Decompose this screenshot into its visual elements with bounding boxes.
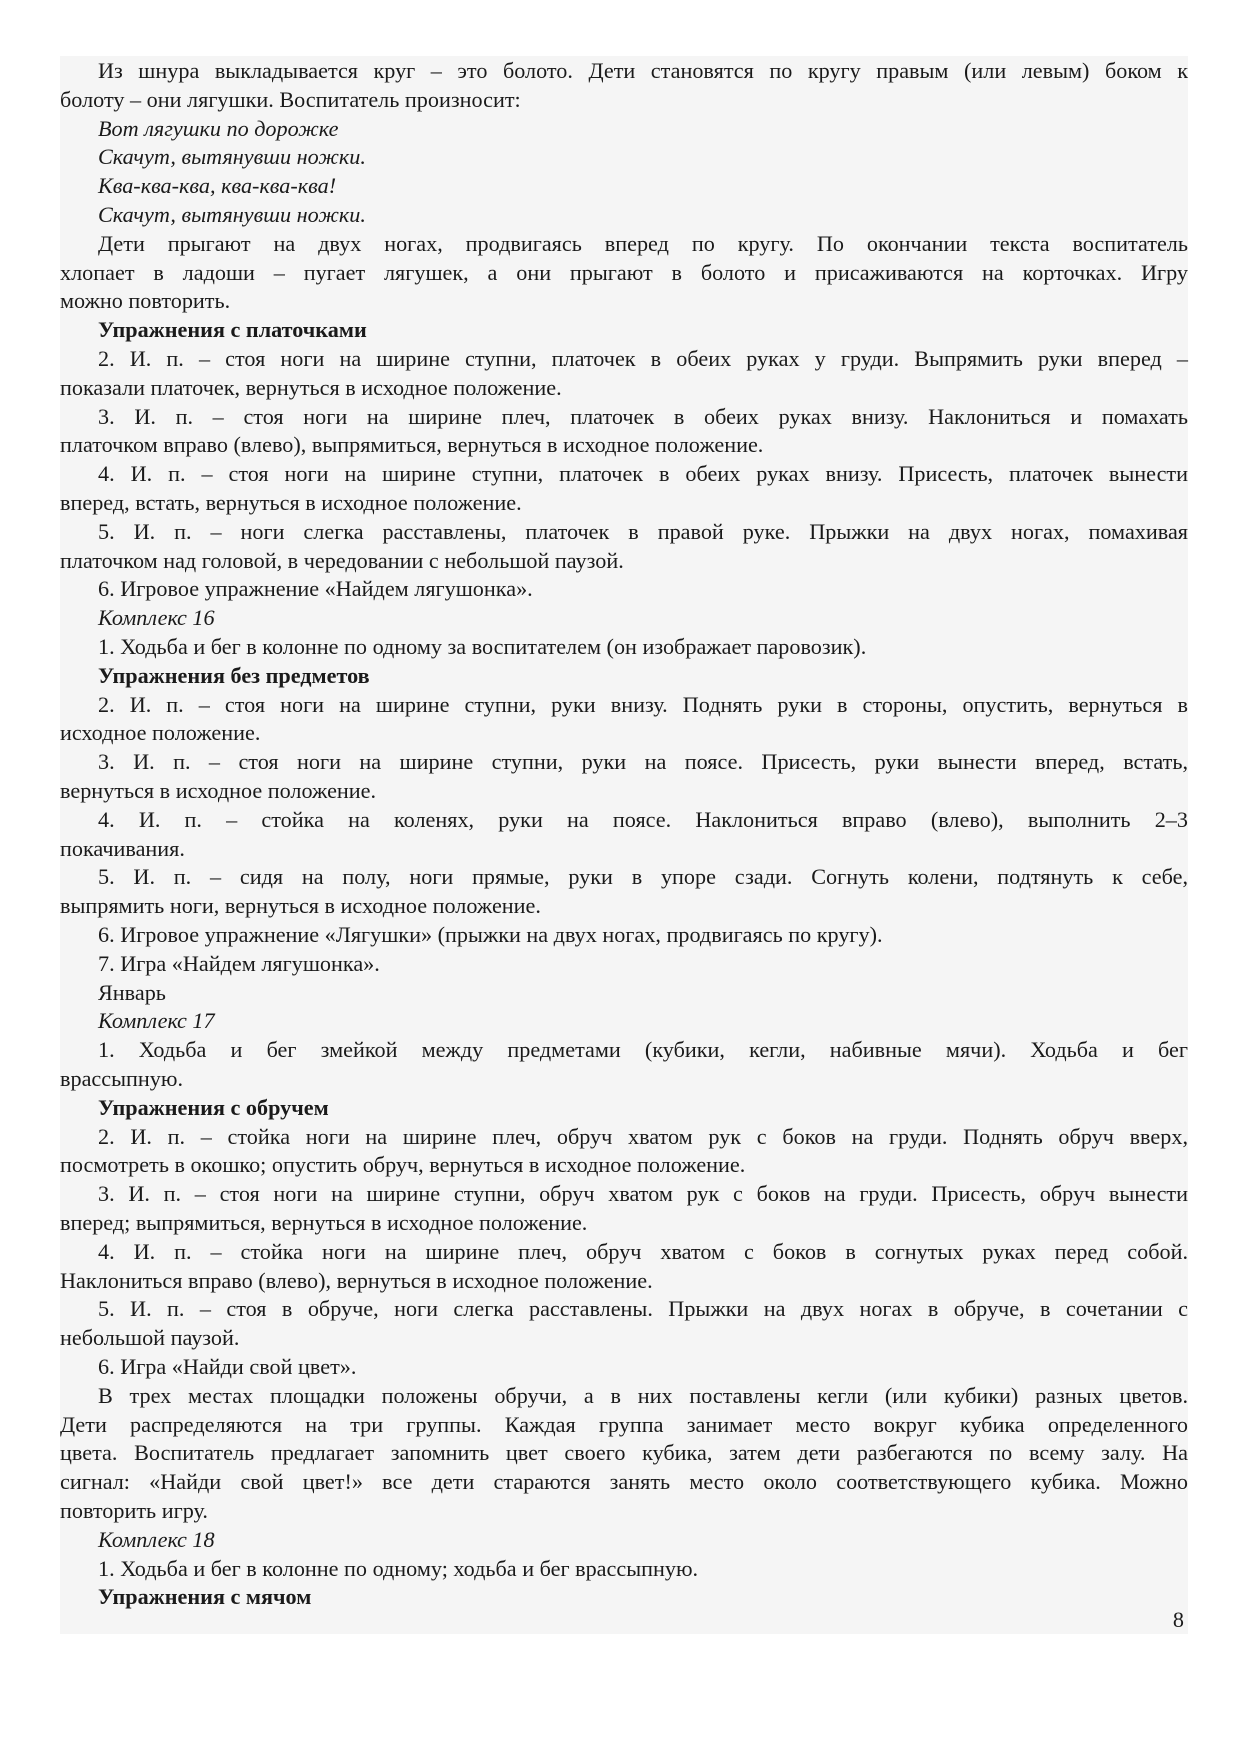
text-line: повторить игру. [60,1498,208,1523]
text-line: 3. И. п. – стоя ноги на ширине ступни, руки на поясе. Присесть, руки вынести вперед, встать, [98,749,1188,775]
text-line: Скачут, вытянувши ножки. [98,202,366,227]
text-line: выпрямить ноги, вернуться в исходное положение. [60,893,541,919]
text-line: 6. Игровое упражнение «Лягушки» (прыжки на двух ногах, продвигаясь по кругу). [98,922,883,947]
text-line: 2. И. п. – стойка ноги на ширине плеч, обруч хватом рук с боков на груди. Поднять обруч вверх, [98,1123,1188,1149]
text-line: Скачут, вытянувши ножки. [98,144,366,170]
text-line: Комплекс 16 [98,605,215,631]
text-line: вперед, встать, вернуться в исходное положение. [60,490,522,515]
text-line: 1. Ходьба и бег в колонне по одному за воспитателем (он изображает паровозик). [98,634,867,659]
text-line: можно повторить. [60,288,231,314]
text-line: 5. И. п. – ноги слегка расставлены, платочек в правой руке. Прыжки на двух ногах, помахивая [98,518,1188,544]
text-line: посмотреть в окошко; опустить обруч, вернуться в исходное положение. [60,1152,746,1178]
text-line: покачивания. [60,835,185,861]
text-line: вернуться в исходное положение. [60,778,377,803]
text-line: хлопает в ладоши – пугает лягушек, а они прыгают в болото и присаживаются на корточках. Игру [60,259,1188,285]
text-line: платочком над головой, в чередовании с небольшой паузой. [60,547,624,573]
text-line: 5. И. п. – сидя на полу, ноги прямые, руки в упоре сзади. Согнуть колени, подтянуть к себе, [98,864,1188,890]
text-line: 4. И. п. – стоя ноги на ширине ступни, платочек в обеих руках внизу. Присесть, платочек вынести [98,461,1188,487]
text-line: 7. Игра «Найдем лягушонка». [98,950,380,976]
text-line: Январь [98,979,166,1005]
text-line: цвета. Воспитатель предлагает запомнить цвет своего кубика, затем дети разбегаются по всему залу. На [60,1440,1188,1466]
text-line: 6. Игра «Найди свой цвет». [98,1354,357,1379]
text-line: Упражнения без предметов [98,662,370,688]
text-line: 4. И. п. – стойка ноги на ширине плеч, обруч хватом с боков в согнутых руках перед собой. [98,1238,1188,1264]
text-line: сигнал: «Найди свой цвет!» все дети стараются занять место около соответствующего кубика. Можно [60,1469,1188,1495]
text-line: 5. И. п. – стоя в обруче, ноги слегка расставлены. Прыжки на двух ногах в обруче, в сочетании с [98,1296,1188,1322]
text-line: Ква-ква-ква, ква-ква-ква! [98,173,337,199]
text-line: Упражнения с мячом [98,1584,312,1610]
text-line: 4. И. п. – стойка на коленях, руки на поясе. Наклониться вправо (влево), выполнить 2–3 [98,806,1188,832]
text-line: Упражнения с обручем [98,1094,329,1120]
text-line: 1. Ходьба и бег змейкой между предметами (кубики, кегли, набивные мячи). Ходьба и бег [98,1037,1188,1063]
text-line: 3. И. п. – стоя ноги на ширине ступни, обруч хватом рук с боков на груди. Присесть, обруч вынести [98,1181,1188,1207]
text-line: 3. И. п. – стоя ноги на ширине плеч, платочек в обеих руках внизу. Наклониться и помахать [98,403,1188,429]
text-line: В трех местах площадки положены обручи, а в них поставлены кегли (или кубики) разных цветов. [98,1382,1188,1408]
text-line: небольшой паузой. [60,1325,240,1351]
text-line: Дети распределяются на три группы. Каждая группа занимает место вокруг кубика определенного [60,1411,1188,1437]
text-line: Наклониться вправо (влево), вернуться в исходное положение. [60,1267,653,1293]
text-line: исходное положение. [60,720,261,746]
text-line: показали платочек, вернуться в исходное положение. [60,374,562,400]
text-line: Дети прыгают на двух ногах, продвигаясь вперед по кругу. По окончании текста воспитатель [98,230,1188,256]
text-line: платочком вправо (влево), выпрямиться, вернуться в исходное положение. [60,432,764,458]
text-line: вперед; выпрямиться, вернуться в исходное положение. [60,1210,588,1235]
text-line: 1. Ходьба и бег в колонне по одному; ходьба и бег врассыпную. [98,1555,699,1581]
text-line: Вот лягушки по дорожке [98,115,339,141]
text-line: болоту – они лягушки. Воспитатель произносит: [60,86,521,112]
text-line: 6. Игровое упражнение «Найдем лягушонка». [98,576,533,602]
text-line: врассыпную. [60,1066,183,1091]
text-line: 2. И. п. – стоя ноги на ширине ступни, платочек в обеих руках у груди. Выпрямить руки вперед – [98,346,1188,371]
text-line: Комплекс 17 [98,1008,215,1034]
text-block [60,56,1188,1634]
text-line: Комплекс 18 [98,1526,215,1552]
page-number: 8 [1172,1607,1184,1632]
text-line: Упражнения с платочками [98,317,367,343]
text-line: Из шнура выкладывается круг – это болото. Дети становятся по кругу правым (или левым) боком к [98,58,1188,83]
text-line: 2. И. п. – стоя ноги на ширине ступни, руки внизу. Поднять руки в стороны, опустить, вернуться в [98,691,1188,717]
